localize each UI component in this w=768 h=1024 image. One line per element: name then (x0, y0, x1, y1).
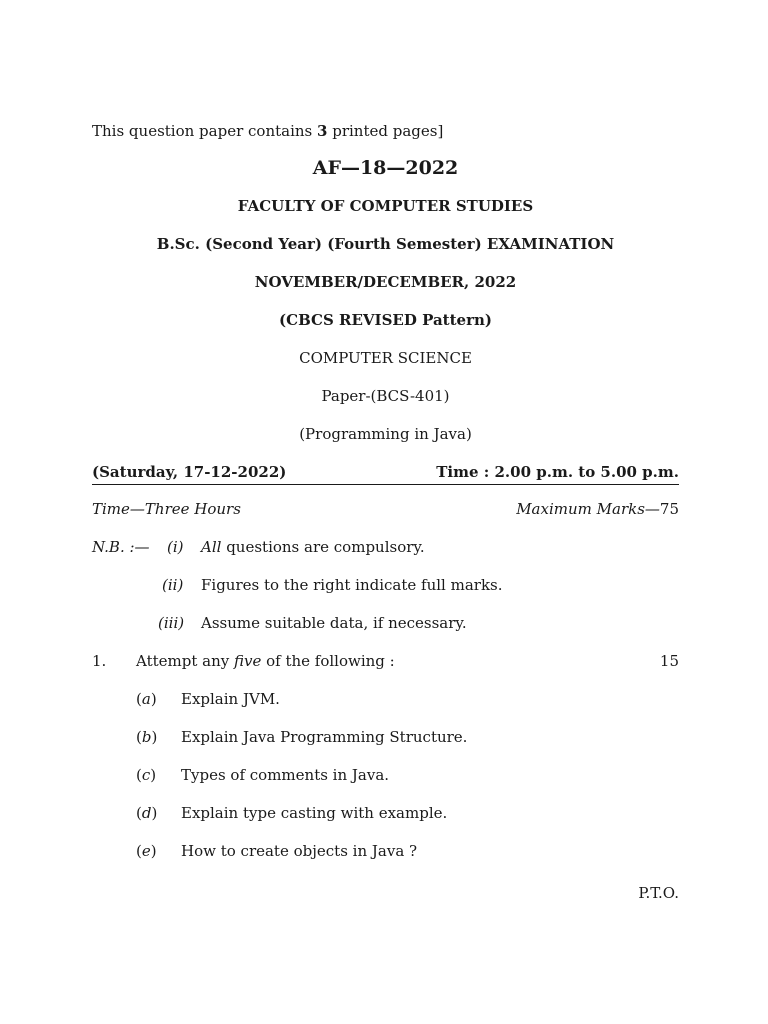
paper-code: AF—18—2022 (312, 157, 459, 179)
part-label: (b) (136, 728, 158, 746)
question-text (136, 652, 395, 670)
part-text: Types of comments in Java. (181, 766, 390, 784)
part-label: (a) (136, 690, 157, 708)
part-text: Explain JVM. (181, 690, 280, 708)
note-text: Assume suitable data, if necessary. (201, 614, 467, 632)
question-prefix: Attempt any (136, 652, 234, 670)
part-text: How to create objects in Java ? (181, 842, 418, 860)
note-number: (ii) (162, 576, 184, 594)
exam-date: (Saturday, 17-12-2022) (92, 463, 287, 481)
question-marks: 15 (659, 652, 679, 670)
exam-session: NOVEMBER/DECEMBER, 2022 (254, 273, 517, 291)
pages-note (92, 122, 679, 140)
note-text (201, 538, 425, 556)
nb-label: N.B. :— (92, 538, 150, 556)
subject-title: COMPUTER SCIENCE (299, 349, 472, 367)
faculty-title: FACULTY OF COMPUTER STUDIES (237, 197, 534, 215)
note-body: questions are compulsory. (221, 538, 425, 556)
paper-number: Paper-(BCS-401) (321, 387, 450, 405)
header-divider (92, 484, 679, 485)
pages-note-suffix: printed pages] (332, 122, 444, 140)
duration-label: Time—Three Hours (92, 500, 241, 518)
schedule-row (92, 463, 679, 481)
part-label: (d) (136, 804, 158, 822)
note-lead: All (201, 538, 222, 556)
question-emph: five (233, 652, 262, 670)
note-number: (i) (167, 538, 184, 556)
pages-note-prefix: This question paper contains (92, 122, 313, 140)
max-marks-value: 75 (659, 500, 679, 518)
max-marks-label: Maximum Marks— (516, 500, 660, 518)
part-text: Explain type casting with example. (181, 804, 448, 822)
question-number: 1. (92, 652, 107, 670)
part-label: (e) (136, 842, 157, 860)
exam-pattern: (CBCS REVISED Pattern) (279, 311, 492, 329)
pto-note: P.T.O. (638, 884, 679, 902)
paper-title: (Programming in Java) (299, 425, 472, 443)
pages-count: 3 (317, 122, 328, 140)
note-number: (iii) (158, 614, 185, 632)
exam-time: Time : 2.00 p.m. to 5.00 p.m. (436, 463, 679, 481)
part-label: (c) (136, 766, 157, 784)
note-text: Figures to the right indicate full marks. (201, 576, 503, 594)
max-marks (516, 500, 679, 518)
question-paper-page (92, 0, 679, 1024)
duration-row (92, 500, 679, 518)
question-suffix: of the following : (261, 652, 395, 670)
exam-title: B.Sc. (Second Year) (Fourth Semester) EXAMINATION (156, 235, 615, 253)
part-text: Explain Java Programming Structure. (181, 728, 468, 746)
